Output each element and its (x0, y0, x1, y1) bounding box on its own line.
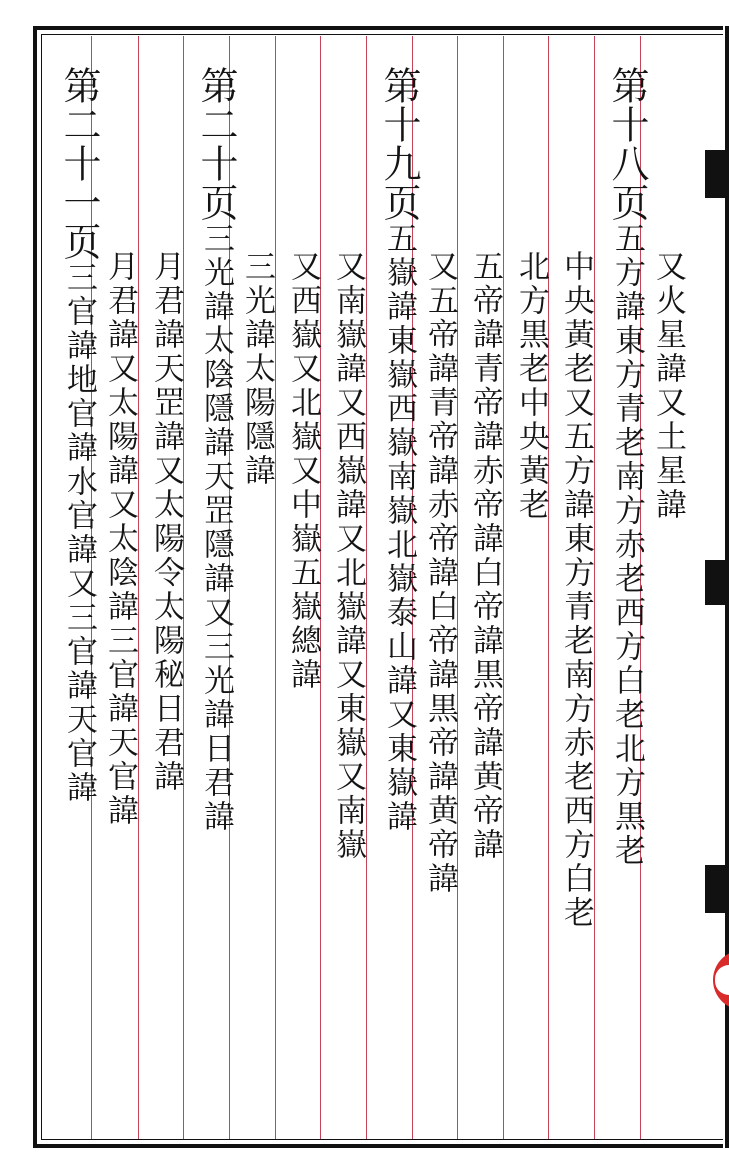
text-column-14: 第二十一页三官諱地官諱水官諱又三官諱天官諱 (57, 66, 101, 805)
edge-tab (705, 560, 729, 605)
page-heading: 第十九页 (377, 66, 421, 222)
edge-tab (705, 865, 729, 913)
page-heading: 第二十页 (194, 66, 238, 222)
text-column-2: 第十八页五方諱東方青老南方赤老西方白老北方黒老 (605, 66, 649, 868)
text-column-3: 中央黃老又五方諱東方青老南方赤老西方白老 (558, 250, 594, 930)
text-column-5: 五帝諱青帝諱赤帝諱白帝諱黒帝諱黄帝諱 (467, 250, 503, 862)
text-column-13: 月君諱又太陽諱又太陰諱三官諱天官諱 (102, 250, 138, 828)
column-rule (548, 36, 549, 1139)
text-column-12: 月君諱天罡諱又太陽令太陽秘日君諱 (148, 250, 184, 794)
text-column-11: 第二十页三光諱太陰隱諱天罡隱諱又三光諱日君諱 (194, 66, 238, 834)
text-column-7: 第十九页五嶽諱東嶽西嶽南嶽北嶽泰山諱又東嶽諱 (377, 66, 421, 834)
text-column-8: 又南嶽諱又西嶽諱又北嶽諱又東嶽又南嶽 (330, 250, 366, 862)
page-heading: 第二十一页 (57, 66, 101, 261)
text-column-4: 北方黒老中央黃老 (513, 250, 549, 522)
text-column-9: 又西嶽又北嶽又中嶽五嶽總諱 (285, 250, 321, 692)
edge-tab (705, 150, 729, 198)
column-rule (275, 36, 276, 1139)
page-heading: 第十八页 (605, 66, 649, 222)
text-column-10: 三光諱太陽隱諱 (239, 250, 275, 488)
text-column-6: 又五帝諱青帝諱赤帝諱白帝諱黒帝諱黄帝諱 (422, 250, 458, 896)
text-column-1: 又火星諱又土星諱 (650, 250, 686, 522)
